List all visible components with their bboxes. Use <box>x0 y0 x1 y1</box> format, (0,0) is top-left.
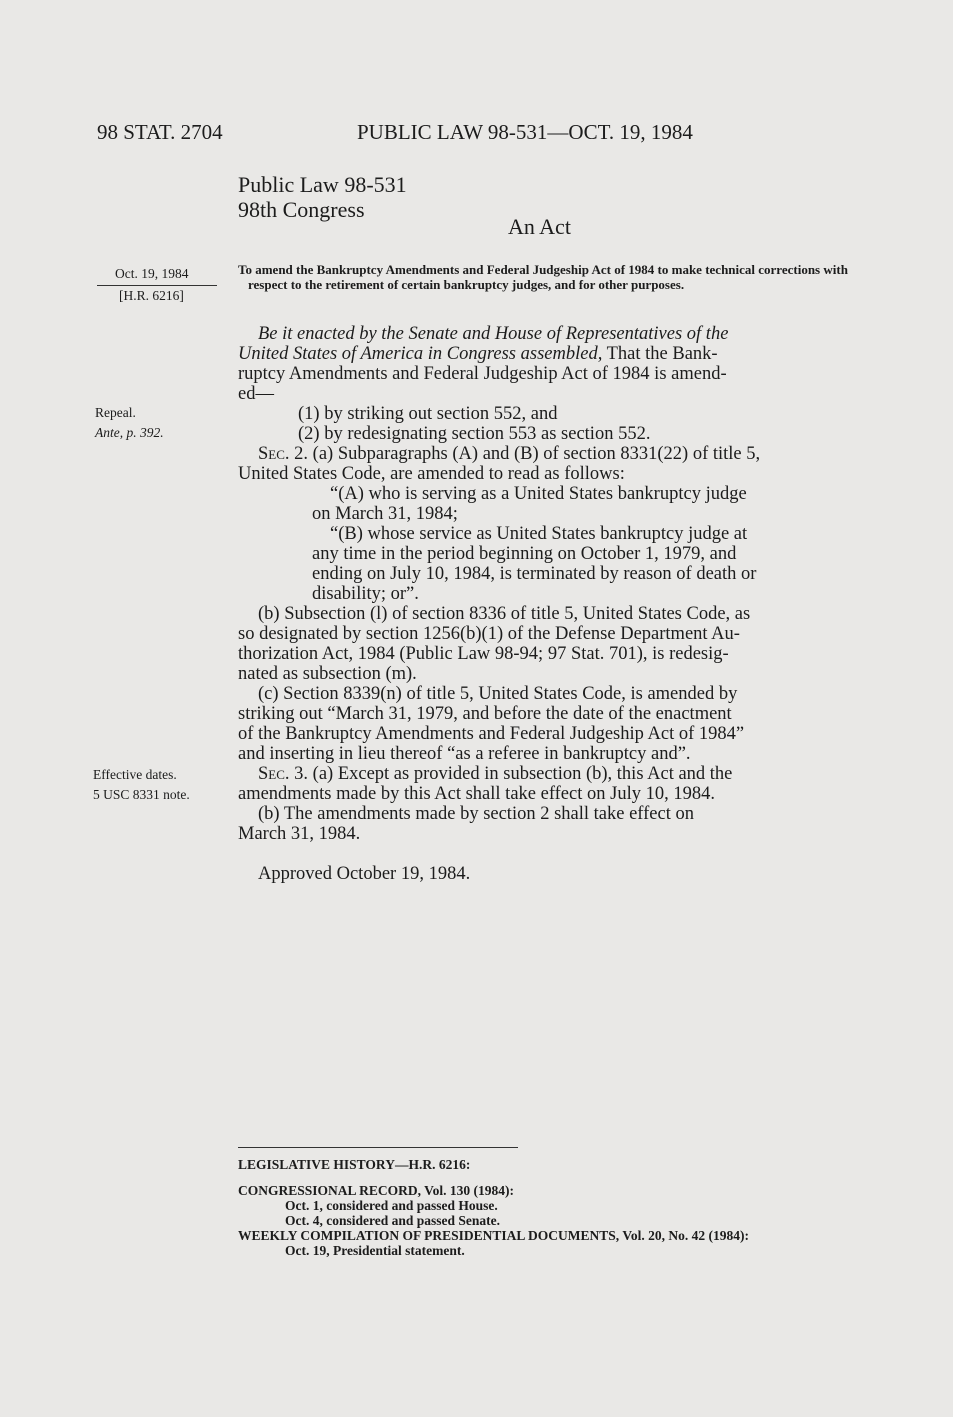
enacting-line: ruptcy Amendments and Federal Judgeship Act of 1984 is amend- <box>238 364 727 384</box>
stat-page-number: 98 STAT. 2704 <box>97 120 223 144</box>
sec-label: Sec. <box>258 444 290 464</box>
section-2-line: so designated by section 1256(b)(1) of the Defense Department Au- <box>238 624 740 644</box>
quoted-line: on March 31, 1984; <box>312 504 458 524</box>
section-3-text: 3. (a) Except as provided in subsection (b), this Act and the <box>289 764 733 784</box>
weekly-compilation: WEEKLY COMPILATION OF PRESIDENTIAL DOCUMENTS, Vol. 20, No. 42 (1984): <box>238 1228 749 1243</box>
section-3 <box>238 764 856 844</box>
section-2-line: nated as subsection (m). <box>238 664 417 684</box>
history-entry: Oct. 4, considered and passed Senate. <box>285 1213 501 1228</box>
quoted-line: “(B) whose service as United States bankruptcy judge at <box>330 524 748 544</box>
public-law-number: Public Law 98-531 <box>238 172 407 197</box>
running-header: PUBLIC LAW 98-531—OCT. 19, 1984 <box>357 120 693 144</box>
sidenote-effective-dates: Effective dates. <box>93 767 177 782</box>
section-1-items <box>238 404 856 444</box>
section-3-line <box>238 764 856 784</box>
history-entry: Oct. 1, considered and passed House. <box>285 1198 498 1213</box>
quoted-line: ending on July 10, 1984, is terminated by reason of death or <box>312 564 757 584</box>
enacting-line <box>238 344 856 364</box>
section-2-line: and inserting in lieu thereof “as a referee in bankruptcy and”. <box>238 744 691 764</box>
enacting-line: Be it enacted by the Senate and House of Representatives of the <box>258 324 729 344</box>
section-2-text: 2. (a) Subparagraphs (A) and (B) of section 8331(22) of title 5, <box>289 444 761 464</box>
section-2-line: thorization Act, 1984 (Public Law 98-94; 97 Stat. 701), is redesig- <box>238 644 729 664</box>
an-act-heading: An Act <box>508 214 571 239</box>
approval-line: Approved October 19, 1984. <box>258 864 471 884</box>
purpose-clause: To amend the Bankruptcy Amendments and Federal Judgeship Act of 1984 to make technical corrections with respect to the retirement of certain bankruptcy judges, and for other purposes. <box>238 262 848 292</box>
legislative-history-heading: LEGISLATIVE HISTORY—H.R. 6216: <box>238 1157 471 1172</box>
section-2-line: of the Bankruptcy Amendments and Federal Judgeship Act of 1984” <box>238 724 745 744</box>
sec-label: Sec. <box>258 764 290 784</box>
enacting-text: That the Bank- <box>602 344 718 364</box>
sidenote-repeal: Repeal. <box>95 405 136 420</box>
section-2-line: United States Code, are amended to read as follows: <box>238 464 625 484</box>
section-2 <box>238 444 856 764</box>
sidenote-rule <box>97 285 217 286</box>
section-3-line: amendments made by this Act shall take effect on July 10, 1984. <box>238 784 715 804</box>
list-item: (2) by redesignating section 553 as section 552. <box>298 424 651 444</box>
congress-label: 98th Congress <box>238 197 365 222</box>
section-2-line: (b) Subsection (l) of section 8336 of title 5, United States Code, as <box>258 604 751 624</box>
enacting-line: ed— <box>238 384 274 404</box>
quoted-line: disability; or”. <box>312 584 419 604</box>
section-2-line <box>238 444 856 464</box>
quoted-line: “(A) who is serving as a United States bankruptcy judge <box>330 484 747 504</box>
section-2-line: striking out “March 31, 1979, and before the date of the enactment <box>238 704 732 724</box>
section-2-line: (c) Section 8339(n) of title 5, United States Code, is amended by <box>258 684 738 704</box>
sidenote-ante: Ante, p. 392. <box>95 425 164 440</box>
quoted-line: any time in the period beginning on October 1, 1979, and <box>312 544 737 564</box>
enacting-clause <box>238 324 856 404</box>
footnote-rule <box>238 1147 518 1148</box>
history-entry: Oct. 19, Presidential statement. <box>285 1243 465 1258</box>
section-3-line: (b) The amendments made by section 2 shall take effect on <box>258 804 694 824</box>
title-block <box>238 172 407 222</box>
congressional-record: CONGRESSIONAL RECORD, Vol. 130 (1984): <box>238 1183 515 1198</box>
sidenote-date: Oct. 19, 1984 <box>115 266 189 281</box>
section-3-line: March 31, 1984. <box>238 824 361 844</box>
sidenote-bill: [H.R. 6216] <box>119 288 184 303</box>
enacting-italic: United States of America in Congress assembled, <box>238 344 603 364</box>
list-item: (1) by striking out section 552, and <box>298 404 558 424</box>
sidenote-usc: 5 USC 8331 note. <box>93 787 190 802</box>
